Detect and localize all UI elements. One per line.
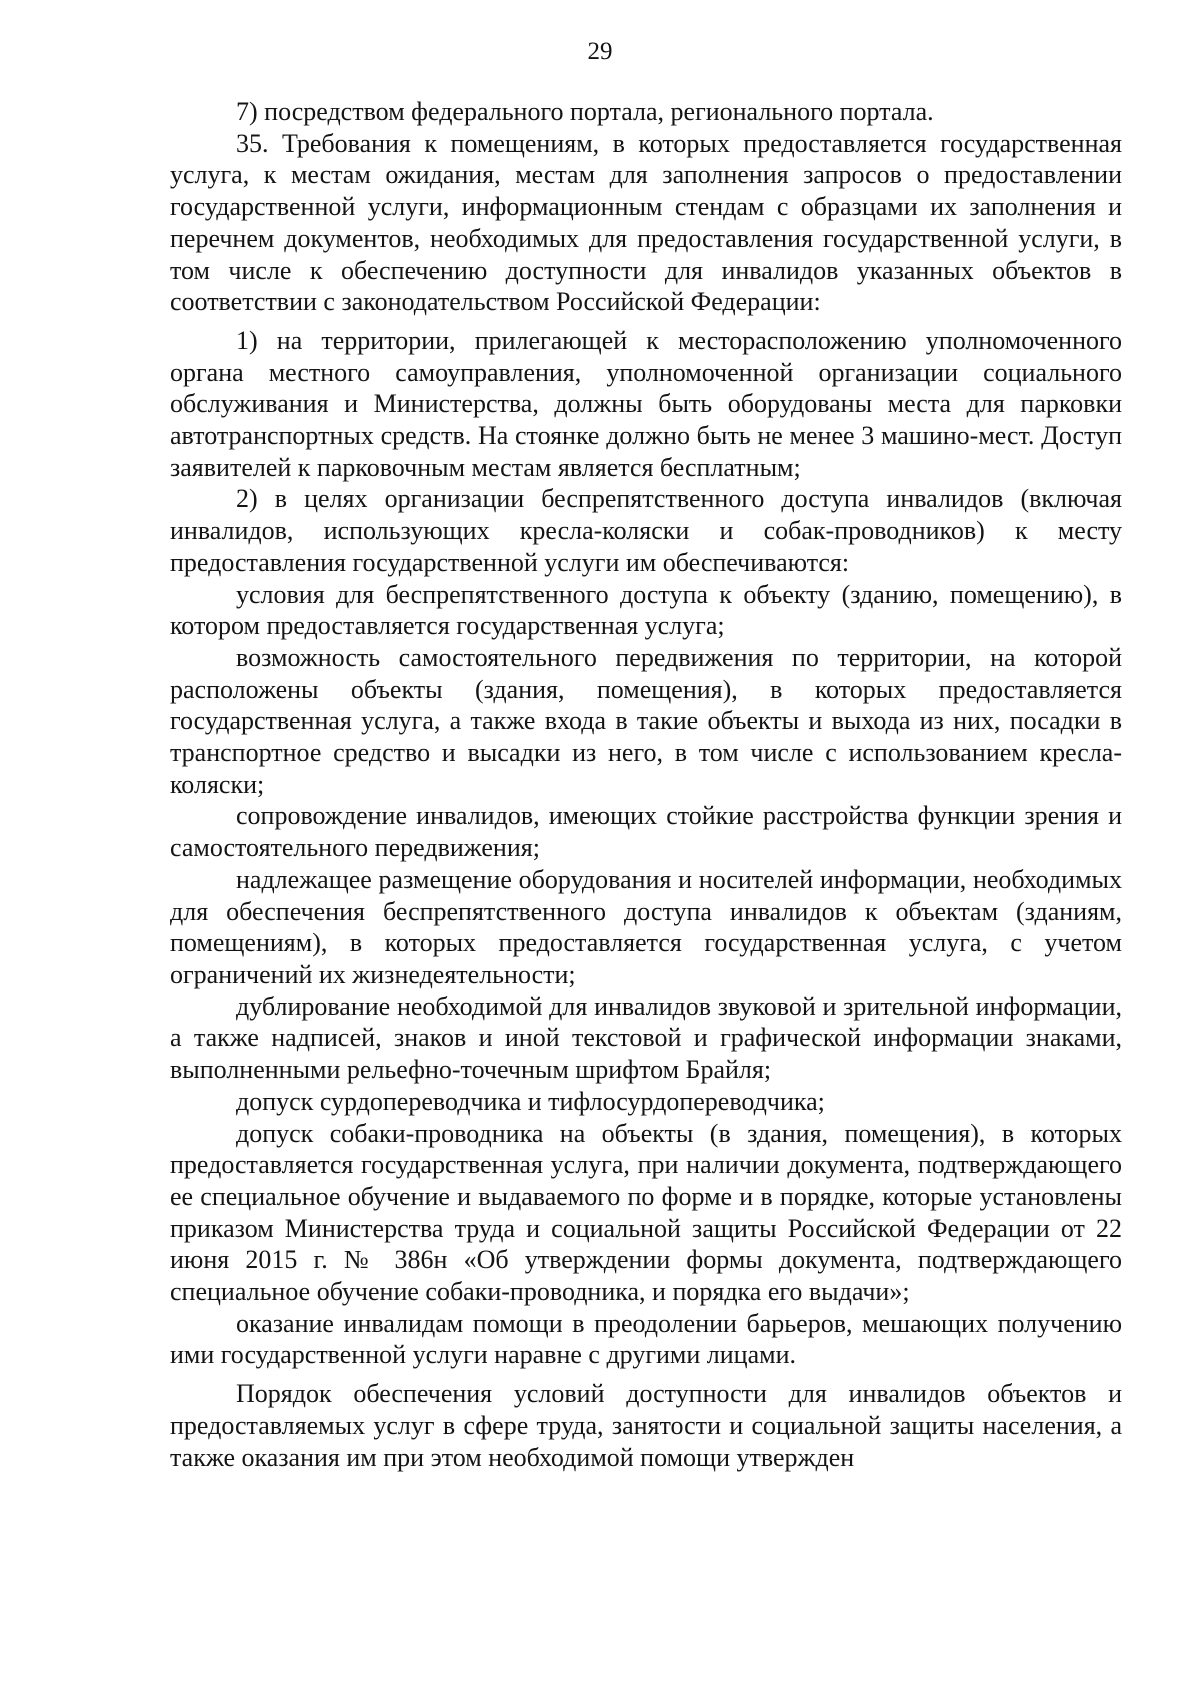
paragraph-escort: сопровождение инвалидов, имеющих стойкие расстройства функции зрения и самостоятельного передвижения; (170, 801, 1122, 863)
paragraph-movement: возможность самостоятельного передвижения по территории, на которой расположены объекты (здания, помещения), в которых предоставляется государственная услуга, а также входа в такие объекты и выхода из них, посадки в транспортное средство и высадки из него, в том числе с использованием кресла-коляски; (170, 642, 1122, 799)
paragraph-guide-dog: допуск собаки-проводника на объекты (в здания, помещения), в которых предоставляется государственная услуга, при наличии документа, подтверждающего ее специальное обучение и выдаваемого по форме и в порядке, которые установлены приказом Министерства труда и социальной защиты Российской Федерации от 22 июня 2015 г. № 386н «Об утверждении формы документа, подтверждающего специальное обучение собаки-проводника, и порядка его выдачи»; (170, 1118, 1122, 1307)
paragraph-item-2-accessibility: 2) в целях организации беспрепятственного доступа инвалидов (включая инвалидов, использующих кресла-коляски и собак-проводников) к месту предоставления государственной услуги им обеспечиваются: (170, 484, 1122, 577)
paragraph-procedure: Порядок обеспечения условий доступности для инвалидов объектов и предоставляемых услуг в сфере труда, занятости и социальной защиты населения, а также оказания им при этом необходимой помощи утвержден (170, 1379, 1122, 1472)
paragraph-assistance: оказание инвалидам помощи в преодолении барьеров, мешающих получению ими государственной услуги наравне с другими лицами. (170, 1308, 1122, 1370)
page-number: 29 (587, 38, 613, 65)
paragraph-interpreter: допуск сурдопереводчика и тифлосурдопереводчика; (236, 1086, 825, 1116)
paragraph-item-7: 7) посредством федерального портала, регионального портала. (236, 97, 934, 126)
document-body (170, 96, 1122, 1473)
paragraph-braille: дублирование необходимой для инвалидов звуковой и зрительной информации, а также надписей, знаков и иной текстовой и графической информации знаками, выполненными рельефно-точечным шрифтом Брайля; (170, 991, 1122, 1085)
paragraph-equipment: надлежащее размещение оборудования и носителей информации, необходимых для обеспечения беспрепятственного доступа инвалидов к объектам (зданиям, помещениям), в которых предоставляется государственная услуга, с учетом ограничений их жизнедеятельности; (170, 864, 1122, 989)
paragraph-conditions: условия для беспрепятственного доступа к объекту (зданию, помещению), в котором предоставляется государственная услуга; (170, 579, 1122, 641)
paragraph-item-1-parking: 1) на территории, прилегающей к месторасположению уполномоченного органа местного самоуправления, уполномоченной организации социального обслуживания и Министерства, должны быть оборудованы места для парковки автотранспортных средств. На стоянке должно быть не менее 3 машино-мест. Доступ заявителей к парковочным местам является бесплатным; (170, 325, 1122, 482)
paragraph-35-requirements: 35. Требования к помещениям, в которых предоставляется государственная услуга, к местам ожидания, местам для заполнения запросов о предоставлении государственной услуги, информационным стендам с образцами их заполнения и перечнем документов, необходимых для предоставления государственной услуги, в том числе к обеспечению доступности для инвалидов указанных объектов в соответствии с законодательством Российской Федерации: (170, 128, 1122, 317)
